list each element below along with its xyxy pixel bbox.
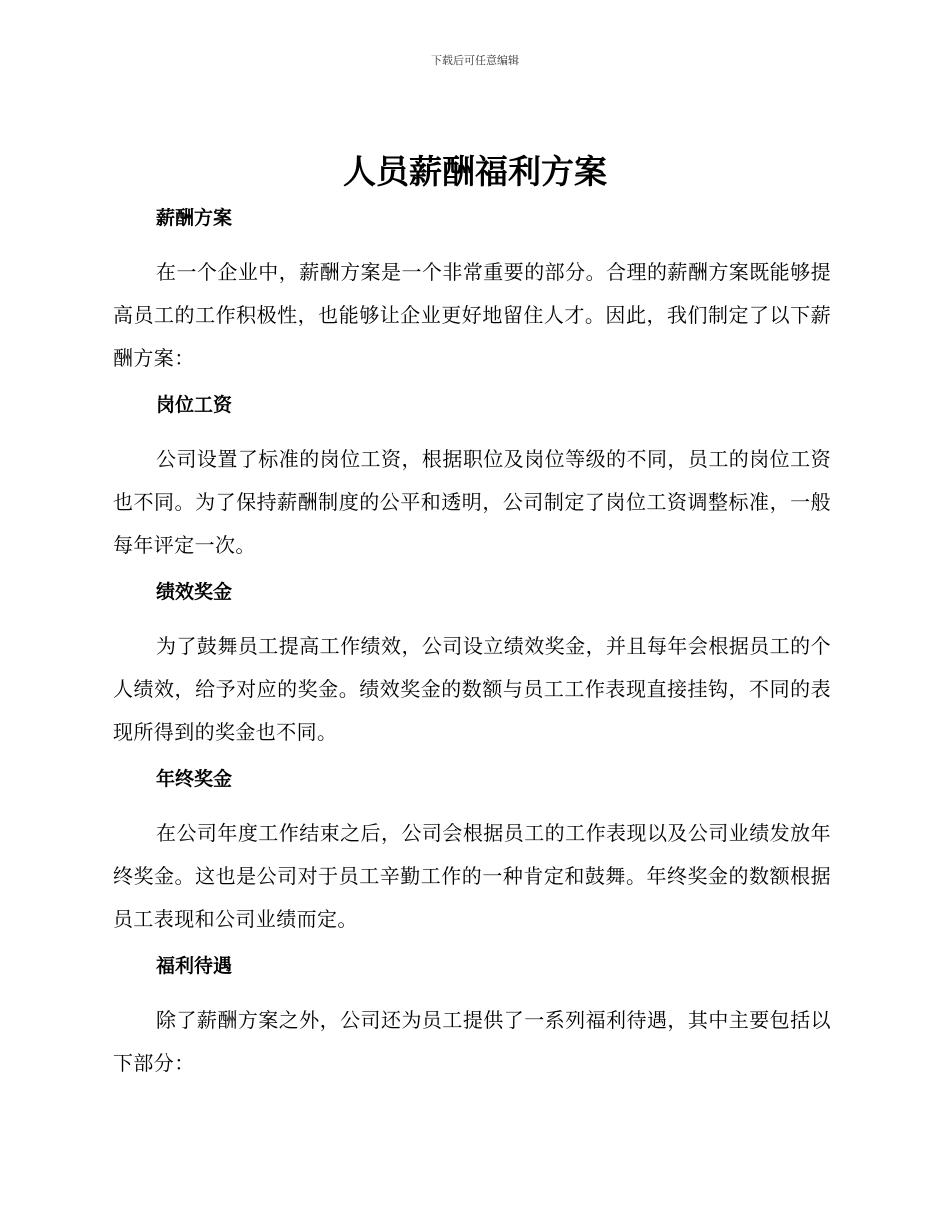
section-paragraph: 为了鼓舞员工提高工作绩效，公司设立绩效奖金，并且每年会根据员工的个人绩效，给予对应的奖金。绩效奖金的数额与员工工作表现直接挂钩，不同的表现所得到的奖金也不同。 <box>113 634 831 744</box>
section-paragraph: 在公司年度工作结束之后，公司会根据员工的工作表现以及公司业绩发放年终奖金。这也是公司对于员工辛勤工作的一种肯定和鼓舞。年终奖金的数额根据员工表现和公司业绩而定。 <box>113 821 831 931</box>
section-position-wage <box>113 388 831 567</box>
document-body <box>113 201 831 1093</box>
section-heading: 绩效奖金 <box>156 581 233 603</box>
section-performance-bonus <box>113 575 831 754</box>
document-title: 人员薪酬福利方案 <box>343 152 607 191</box>
section-salary-plan <box>113 201 831 380</box>
section-heading: 福利待遇 <box>156 955 233 977</box>
section-paragraph: 在一个企业中，薪酬方案是一个非常重要的部分。合理的薪酬方案既能够提高员工的工作积极性，也能够让企业更好地留住人才。因此，我们制定了以下薪酬方案： <box>113 260 831 370</box>
section-heading: 薪酬方案 <box>156 207 233 229</box>
section-heading: 岗位工资 <box>156 394 233 416</box>
header-note: 下载后可任意编辑 <box>431 54 519 67</box>
section-benefits <box>113 949 831 1085</box>
section-heading: 年终奖金 <box>156 768 233 790</box>
section-paragraph: 公司设置了标准的岗位工资，根据职位及岗位等级的不同，员工的岗位工资也不同。为了保持薪酬制度的公平和透明，公司制定了岗位工资调整标准，一般每年评定一次。 <box>113 447 831 557</box>
section-year-end-bonus <box>113 762 831 941</box>
section-paragraph: 除了薪酬方案之外，公司还为员工提供了一系列福利待遇，其中主要包括以下部分： <box>113 1008 831 1075</box>
